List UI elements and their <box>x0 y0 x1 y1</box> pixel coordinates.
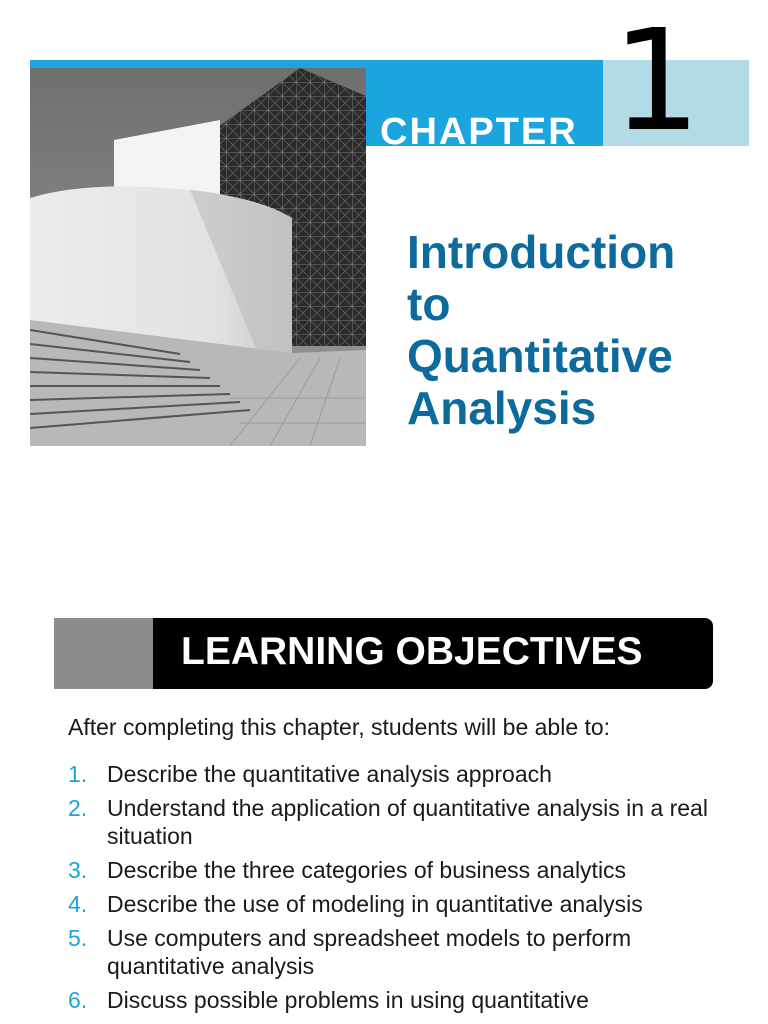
item-text: Use computers and spreadsheet models to perform quantitative analysis <box>107 925 632 979</box>
chapter-label: CHAPTER <box>380 111 578 146</box>
item-text: Understand the application of quantitative analysis in a real situation <box>107 795 708 849</box>
list-item <box>68 794 708 850</box>
objectives-intro: After completing this chapter, students will be able to: <box>68 714 611 740</box>
item-number: 6. <box>68 987 88 1013</box>
item-text: Describe the quantitative analysis approach <box>107 761 552 787</box>
list-item <box>68 924 708 980</box>
building-photo <box>30 68 366 446</box>
item-number: 3. <box>68 857 88 883</box>
item-number: 5. <box>68 925 88 951</box>
list-item <box>68 760 708 788</box>
chapter-title <box>407 226 747 434</box>
title-line: to <box>407 278 451 330</box>
item-number: 4. <box>68 891 88 917</box>
objectives-list <box>68 760 708 1020</box>
item-text: Discuss possible problems in using quantitative <box>107 987 589 1013</box>
title-line: Quantitative <box>407 330 673 382</box>
title-line: Analysis <box>407 382 597 434</box>
item-text: Describe the three categories of business analytics <box>107 857 627 883</box>
list-item <box>68 890 708 918</box>
chapter-number: 1 <box>612 0 702 163</box>
title-line: Introduction <box>407 226 676 278</box>
objectives-heading: LEARNING OBJECTIVES <box>181 630 643 673</box>
objectives-header-accent <box>54 618 154 689</box>
list-item <box>68 856 708 884</box>
item-number: 2. <box>68 795 88 821</box>
list-item <box>68 986 708 1014</box>
item-text: Describe the use of modeling in quantitative analysis <box>107 891 643 917</box>
item-number: 1. <box>68 761 88 787</box>
